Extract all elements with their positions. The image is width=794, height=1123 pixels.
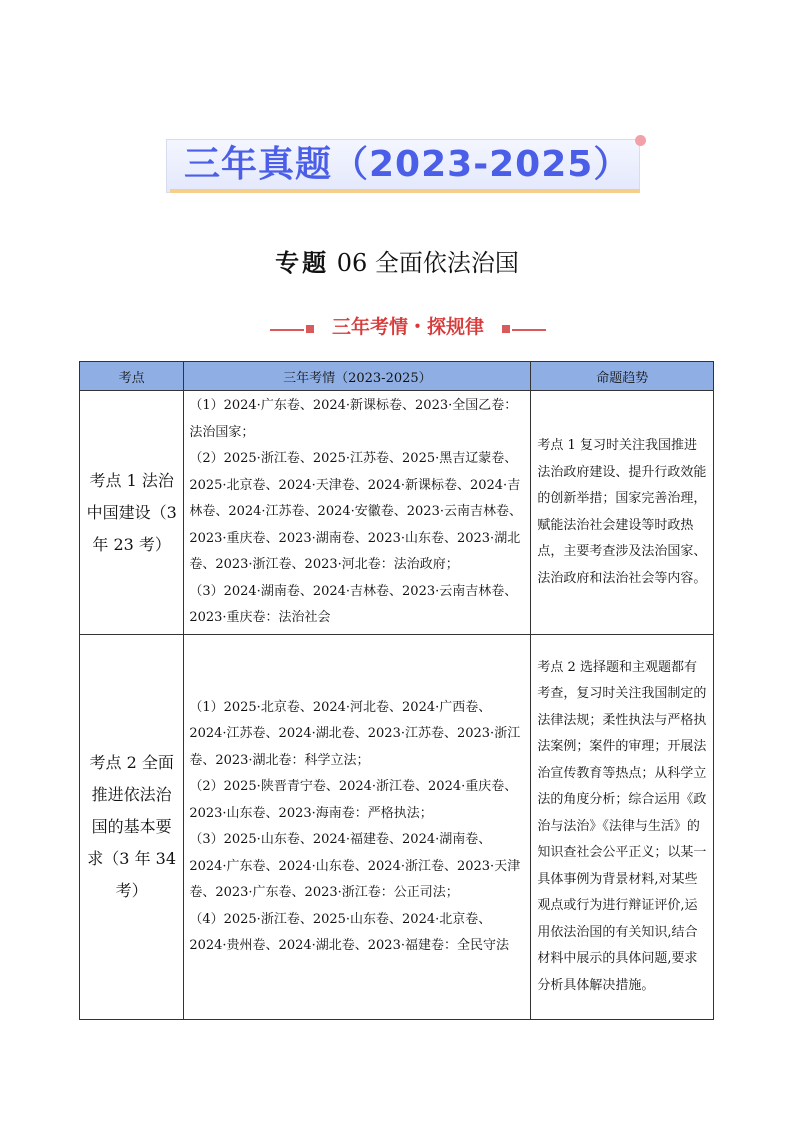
decorative-dot-icon [635, 135, 646, 146]
exam-point-cell: 考点 1 法治中国建设（3 年 23 考） [80, 391, 184, 635]
subject-title: 06 全面依法治国 [336, 249, 519, 277]
header-details: 三年考情（2023-2025） [184, 362, 531, 391]
table-header-row [80, 362, 714, 391]
subject-heading [0, 247, 794, 279]
exam-details-cell [184, 391, 531, 635]
header-point: 考点 [80, 362, 184, 391]
banner-underline [170, 189, 640, 193]
section-header [270, 313, 546, 341]
exam-analysis-table [79, 361, 714, 1020]
banner-title: 三年真题（2023-2025） [184, 144, 631, 185]
subject-prefix: 专题 [275, 248, 330, 277]
table-row [80, 635, 714, 1020]
trend-cell: 考点 2 选择题和主观题都有考查，复习时关注我国制定的法律法规；柔性执法与严格执法案例；案件的审理；开展法治宣传教育等热点；从科学立法的角度分析；综合运用《政治与法治》《法律与生活》的知识查社会公平正义；以某一具体事例为背景材料,对某些观点或行为进行辩证评价,运用依法治国的有关知识,结合材料中展示的具体问题,要求分析具体解决措施。 [531, 635, 714, 1020]
detail-item: （2）2025·陕晋青宁卷、2024·浙江卷、2024·重庆卷、2023·山东卷、2023·海南卷：严格执法； [189, 779, 518, 821]
detail-item: （3）2024·湖南卷、2024·吉林卷、2023·云南吉林卷、2023·重庆卷：法治社会 [189, 583, 518, 626]
title-banner [166, 139, 640, 193]
section-line-left [270, 329, 304, 331]
exam-point-cell: 考点 2 全面推进依法治国的基本要求（3 年 34 考） [80, 635, 184, 1020]
detail-item: （4）2025·浙江卷、2025·山东卷、2024·北京卷、2024·贵州卷、2024·湖北卷、2023·福建卷：全民守法 [189, 911, 509, 953]
trend-cell: 考点 1 复习时关注我国推进法治政府建设、提升行政效能的创新举措；国家完善治理，赋能法治社会建设等时政热点，主要考查涉及法治国家、法治政府和法治社会等内容。 [531, 391, 714, 635]
section-title: 三年考情・探规律 [331, 316, 484, 338]
table-row [80, 391, 714, 635]
detail-item: （2）2025·浙江卷、2025·江苏卷、2025·黑吉辽蒙卷、2025·北京卷、2024·天津卷、2024·新课标卷、2024·吉林卷、2024·江苏卷、2024·安徽卷、2023·云南吉林卷、2023·重庆卷、2023·湖南卷、2023·山东卷、2023·湖北卷、2023·浙江卷、2023·河北卷：法治政府； [189, 451, 522, 573]
section-square-right-icon [502, 325, 510, 333]
section-line-right [512, 329, 546, 331]
section-square-left-icon [306, 325, 314, 333]
detail-item: （3）2025·山东卷、2024·福建卷、2024·湖南卷、2024·广东卷、2024·山东卷、2024·浙江卷、2023·天津卷、2023·广东卷、2023·浙江卷：公正司法； [189, 832, 521, 900]
exam-details-cell [184, 635, 531, 1020]
header-trend: 命题趋势 [531, 362, 714, 391]
detail-item: （1）2024·广东卷、2024·新课标卷、2023·全国乙卷：法治国家； [189, 398, 518, 440]
detail-item: （1）2025·北京卷、2024·河北卷、2024·广西卷、2024·江苏卷、2024·湖北卷、2023·江苏卷、2023·浙江卷、2023·湖北卷：科学立法； [189, 699, 521, 768]
